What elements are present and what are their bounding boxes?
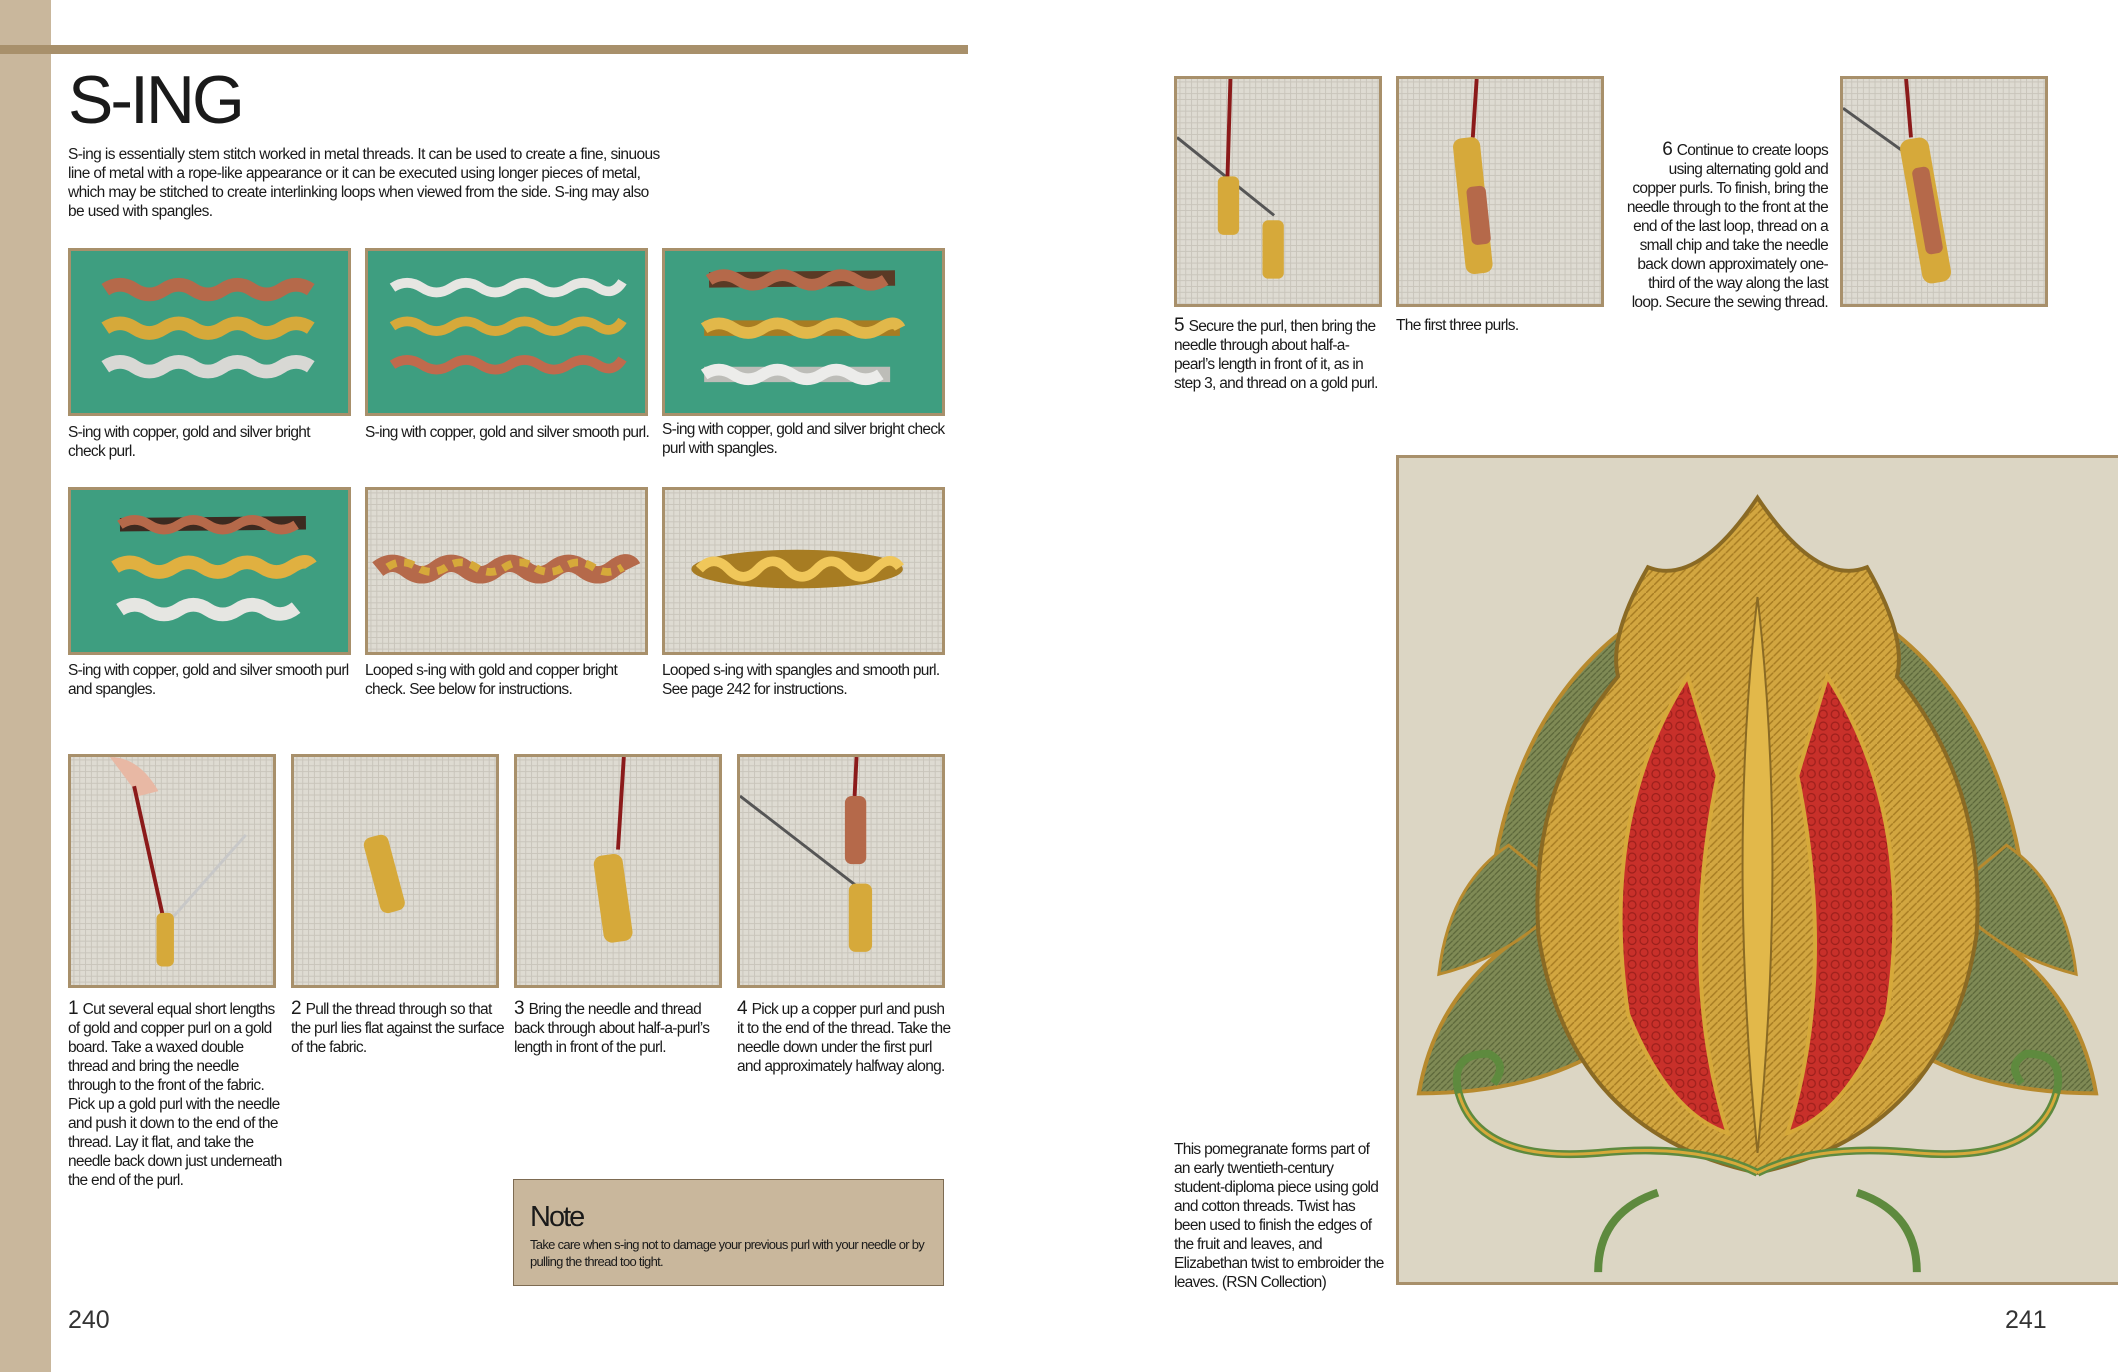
step-3-number: 3	[514, 998, 525, 1019]
first-three-purls-photo	[1396, 76, 1604, 307]
sample-caption-3: S-ing with copper, gold and silver bright check purl with spangles.	[662, 421, 945, 457]
step-6-caption	[1626, 140, 1828, 312]
step-5-caption	[1174, 316, 1384, 393]
step-1-text: Cut several equal short lengths of gold and copper purl on a gold board. Take a waxed double thread and bring the needle through to the front of the fabric. Pick up a gold purl with the needle and push it down to the end of the thread. Lay it flat, and take the needle back down just underneath the end of the purl.	[68, 1001, 282, 1189]
step-2-caption	[291, 999, 506, 1057]
sample-photo-smooth-with-spangles	[68, 487, 351, 655]
step-4-number: 4	[737, 998, 748, 1019]
step-5-photo	[1174, 76, 1382, 307]
sample-caption-2: S-ing with copper, gold and silver smooth purl.	[365, 424, 650, 441]
step-4-photo	[737, 754, 945, 988]
step-2-text: Pull the thread through so that the purl lies flat against the surface of the fabric.	[291, 1001, 504, 1056]
step-3-caption	[514, 999, 729, 1057]
sample-photo-looped-spangles-smooth	[662, 487, 945, 655]
first-three-purls-caption: The first three purls.	[1396, 317, 1519, 334]
sample-caption-5: Looped s-ing with gold and copper bright check. See below for instructions.	[365, 662, 618, 698]
step-4-text: Pick up a copper purl and push it to the end of the thread. Take the needle down under the first purl and approximately halfway along.	[737, 1001, 951, 1075]
sample-photo-copper-gold-silver-bright-check	[68, 248, 351, 416]
page-title: S-ING	[68, 62, 242, 138]
pomegranate-caption: This pomegranate forms part of an early twentieth-century student-diploma piece using gold and cotton threads. Twist has been used to finish the edges of the fruit and leaves, and Elizabethan twist to embroider the leaves. (RSN Collection)	[1174, 1141, 1384, 1291]
sample-photo-looped-gold-copper	[365, 487, 648, 655]
step-2-photo	[291, 754, 499, 988]
step-1-number: 1	[68, 998, 79, 1019]
left-margin-band	[0, 0, 51, 1372]
sample-photo-copper-gold-silver-smooth	[365, 248, 648, 416]
step-6-number: 6	[1662, 139, 1673, 160]
sample-caption-1: S-ing with copper, gold and silver bright check purl.	[68, 424, 310, 460]
step-4-caption	[737, 999, 952, 1076]
sample-caption-6: Looped s-ing with spangles and smooth purl. See page 242 for instructions.	[662, 662, 940, 698]
page-number-right: 241	[2005, 1306, 2047, 1334]
intro-paragraph: S-ing is essentially stem stitch worked in metal threads. It can be used to create a fine, sinuous line of metal with a rope-like appearance or it can be executed using longer pieces of metal, which may be stitched to create interlinking loops when viewed from the side. S-ing may also be used with spangles.	[68, 146, 660, 220]
step-2-number: 2	[291, 998, 302, 1019]
title-rule	[0, 45, 968, 54]
step-3-photo	[514, 754, 722, 988]
note-text: Take care when s-ing not to damage your previous purl with your needle or by pulling the thread too tight.	[530, 1237, 925, 1269]
note-box	[513, 1179, 944, 1286]
step-1-photo	[68, 754, 276, 988]
note-title: Note	[530, 1201, 584, 1233]
sample-caption-4: S-ing with copper, gold and silver smooth purl and spangles.	[68, 662, 349, 698]
pomegranate-embroidery-photo	[1396, 455, 2118, 1285]
step-3-text: Bring the needle and thread back through about half-a-purl’s length in front of the purl.	[514, 1001, 710, 1056]
page-number-left: 240	[68, 1306, 110, 1334]
step-5-text: Secure the purl, then bring the needle through about half-a-pearl’s length in front of it, as in step 3, and thread on a gold purl.	[1174, 318, 1378, 392]
step-5-number: 5	[1174, 315, 1185, 336]
step-1-caption	[68, 999, 283, 1190]
step-6-text: Continue to create loops using alternating gold and copper purls. To finish, bring the needle through to the front at the end of the last loop, thread on a small chip and take the needle back down approximately one-third of the way along the last loop. Secure the sewing thread.	[1626, 142, 1828, 311]
step-6-photo	[1840, 76, 2048, 307]
sample-photo-bright-check-with-spangles	[662, 248, 945, 416]
